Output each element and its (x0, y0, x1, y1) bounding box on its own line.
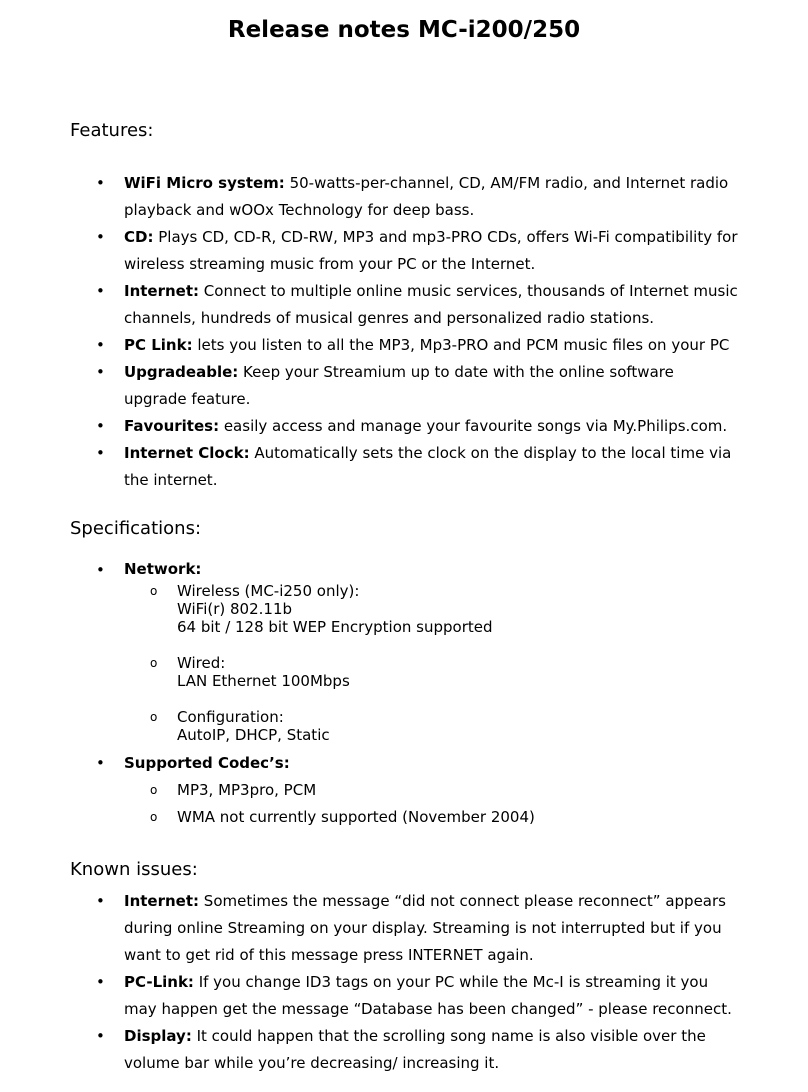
features-heading: Features: (70, 120, 154, 141)
item-text: easily access and manage your favourite songs via My.Philips.com. (219, 417, 728, 435)
sub-item-line: o Wired: (177, 654, 226, 672)
list-item (0, 440, 808, 494)
network-label: • Network: (124, 560, 202, 578)
item-label: Favourites: (124, 417, 220, 435)
list-item (0, 224, 808, 278)
list-item (0, 170, 808, 224)
item-text: Keep your Streamium up to date with the online software upgrade feature. (124, 363, 674, 408)
sub-item-line: o Wireless (MC-i250 only): (177, 582, 360, 600)
item-text: Plays CD, CD-R, CD-RW, MP3 and mp3-PRO CDs, offers Wi-Fi compatibility for wireless streaming music from your PC or the Internet. (124, 228, 738, 273)
item-label: Display: (124, 1027, 192, 1045)
list-item (0, 332, 808, 359)
sub-item-line: AutoIP, DHCP, Static (177, 726, 330, 744)
sub-list-item: o WMA not currently supported (November 2004) (124, 804, 738, 831)
sub-list-item (124, 582, 738, 636)
item-label: PC Link: (124, 336, 193, 354)
list-item (0, 750, 808, 831)
known-issues-list (0, 888, 808, 1077)
item-text: 50-watts-per-channel, CD, AM/FM radio, and Internet radio playback and wOOx Technology for deep bass. (124, 174, 729, 219)
sub-list-item (124, 654, 738, 690)
item-label: Internet: (124, 892, 200, 910)
list-item (0, 413, 808, 440)
known-issues-heading: Known issues: (70, 859, 198, 880)
sub-item-line: 64 bit / 128 bit WEP Encryption supported (177, 618, 493, 636)
item-label: Upgradeable: (124, 363, 239, 381)
item-label: PC-Link: (124, 973, 194, 991)
sub-item-line: LAN Ethernet 100Mbps (177, 672, 350, 690)
item-text: Sometimes the message “did not connect please reconnect” appears during online Streaming on your display. Streaming is not interrupted but if you want to get rid of this message press INTERNET again. (124, 892, 726, 964)
specifications-heading: Specifications: (70, 518, 202, 539)
list-item (0, 557, 808, 744)
sub-list-item: o MP3, MP3pro, PCM (124, 777, 738, 804)
list-item (0, 969, 808, 1023)
item-label: Internet Clock: (124, 444, 250, 462)
sub-item-line: WiFi(r) 802.11b (177, 600, 293, 618)
item-text: lets you listen to all the MP3, Mp3-PRO and PCM music files on your PC (192, 336, 730, 354)
features-list (0, 170, 808, 494)
page-title: Release notes MC-i200/250 (227, 17, 581, 43)
list-item (0, 888, 808, 969)
list-item (0, 278, 808, 332)
list-item (0, 359, 808, 413)
item-text: Connect to multiple online music services, thousands of Internet music channels, hundreds of musical genres and personalized radio stations. (124, 282, 738, 327)
codecs-label: • Supported Codec’s: (124, 754, 290, 772)
item-label: WiFi Micro system: (124, 174, 285, 192)
item-text: Automatically sets the clock on the display to the local time via the internet. (124, 444, 732, 489)
network-sublist (124, 582, 738, 744)
item-label: CD: (124, 228, 154, 246)
list-item (0, 1023, 808, 1077)
sub-list-item (124, 708, 738, 744)
specifications-list (0, 557, 808, 831)
item-label: Internet: (124, 282, 200, 300)
codecs-sublist (124, 777, 738, 831)
item-text: It could happen that the scrolling song name is also visible over the volume bar while you’re decreasing/ increasing it. (124, 1027, 706, 1072)
sub-item-line: o Configuration: (177, 708, 284, 726)
item-text: If you change ID3 tags on your PC while the Mc-I is streaming it you may happen get the message “Database has been changed” - please reconnect. (124, 973, 732, 1018)
